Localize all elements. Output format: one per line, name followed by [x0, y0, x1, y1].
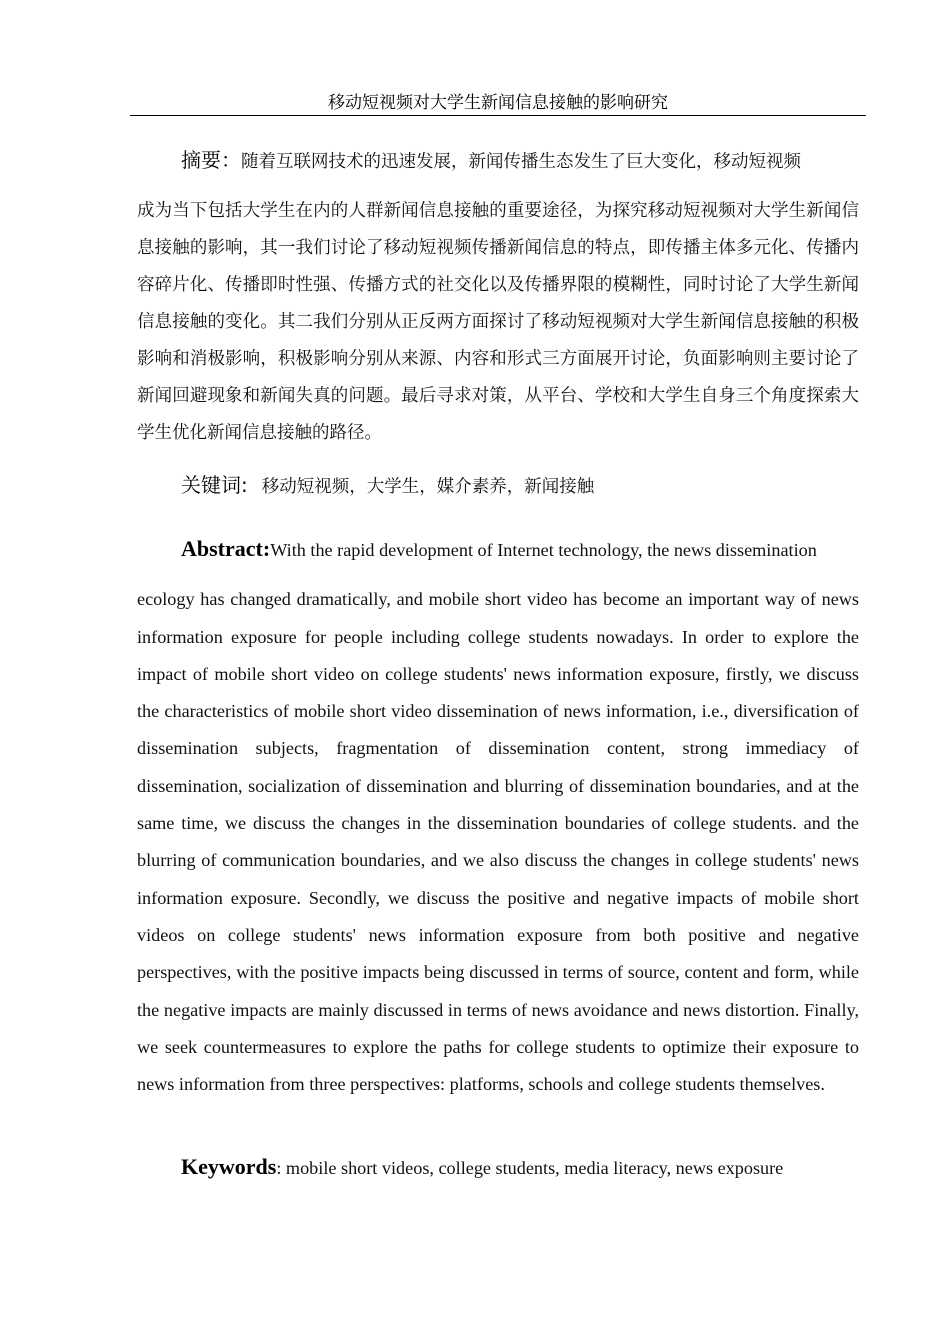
abstract-zh-label: 摘要： [181, 148, 241, 172]
abstract-en-first-text: With the rapid development of Internet technology, the news dissemination [270, 540, 817, 560]
abstract-zh-first-line [137, 142, 859, 181]
abstract-zh-body: 成为当下包括大学生在内的人群新闻信息接触的重要途径，为探究移动短视频对大学生新闻信息接触的影响，其一我们讨论了移动短视频传播新闻信息的特点，即传播主体多元化、传播内容碎片化、传播即时性强、传播方式的社交化以及传播界限的模糊性，同时讨论了大学生新闻信息接触的变化。其二我们分别从正反两方面探讨了移动短视频对大学生新闻信息接触的积极影响和消极影响，积极影响分别从来源、内容和形式三方面展开讨论，负面影响则主要讨论了新闻回避现象和新闻失真的问题。最后寻求对策，从平台、学校和大学生自身三个角度探索大学生优化新闻信息接触的路径。 [137, 201, 859, 443]
abstract-en-first-line [137, 530, 859, 569]
keywords-zh-label: 关键词: [181, 473, 248, 497]
abstract-en-label: Abstract: [181, 536, 271, 561]
keywords-en-label: Keywords [181, 1154, 277, 1179]
keywords-zh-text: 移动短视频，大学生，媒介素养，新闻接触 [261, 477, 595, 497]
keywords-en [181, 1152, 861, 1183]
abstract-en [137, 530, 859, 1103]
abstract-zh [137, 142, 859, 452]
abstract-en-body: ecology has changed dramatically, and mobile short video has become an important way of news information exposure for people including college students nowadays. In order to explore the impact of mobile short video on college students' news information exposure, firstly, we discuss the characteristics of mobile short video dissemination of news information, i.e., diversification of dissemination subjects, fragmentation of dissemination content, strong immediacy of dissemination, socialization of dissemination and blurring of dissemination boundaries, and at the same time, we discuss the changes in the dissemination boundaries of college students. and the blurring of communication boundaries, and we also discuss the changes in college students' news information exposure. Secondly, we discuss the positive and negative impacts of mobile short videos on college students' news information exposure from both positive and negative perspectives, with the positive impacts being discussed in terms of source, content and form, while the negative impacts are mainly discussed in terms of news avoidance and news distortion. Finally, we seek countermeasures to explore the paths for college students to optimize their exposure to news information from three perspectives: platforms, schools and college students themselves. [137, 589, 859, 1095]
keywords-zh [181, 470, 861, 502]
keywords-en-text: : mobile short videos, college students, media literacy, news exposure [276, 1158, 784, 1178]
abstract-zh-first-text: 随着互联网技术的迅速发展，新闻传播生态发生了巨大变化，移动短视频 [241, 152, 801, 172]
header-divider [130, 115, 866, 116]
page-header-title: 移动短视频对大学生新闻信息接触的影响研究 [328, 93, 668, 113]
